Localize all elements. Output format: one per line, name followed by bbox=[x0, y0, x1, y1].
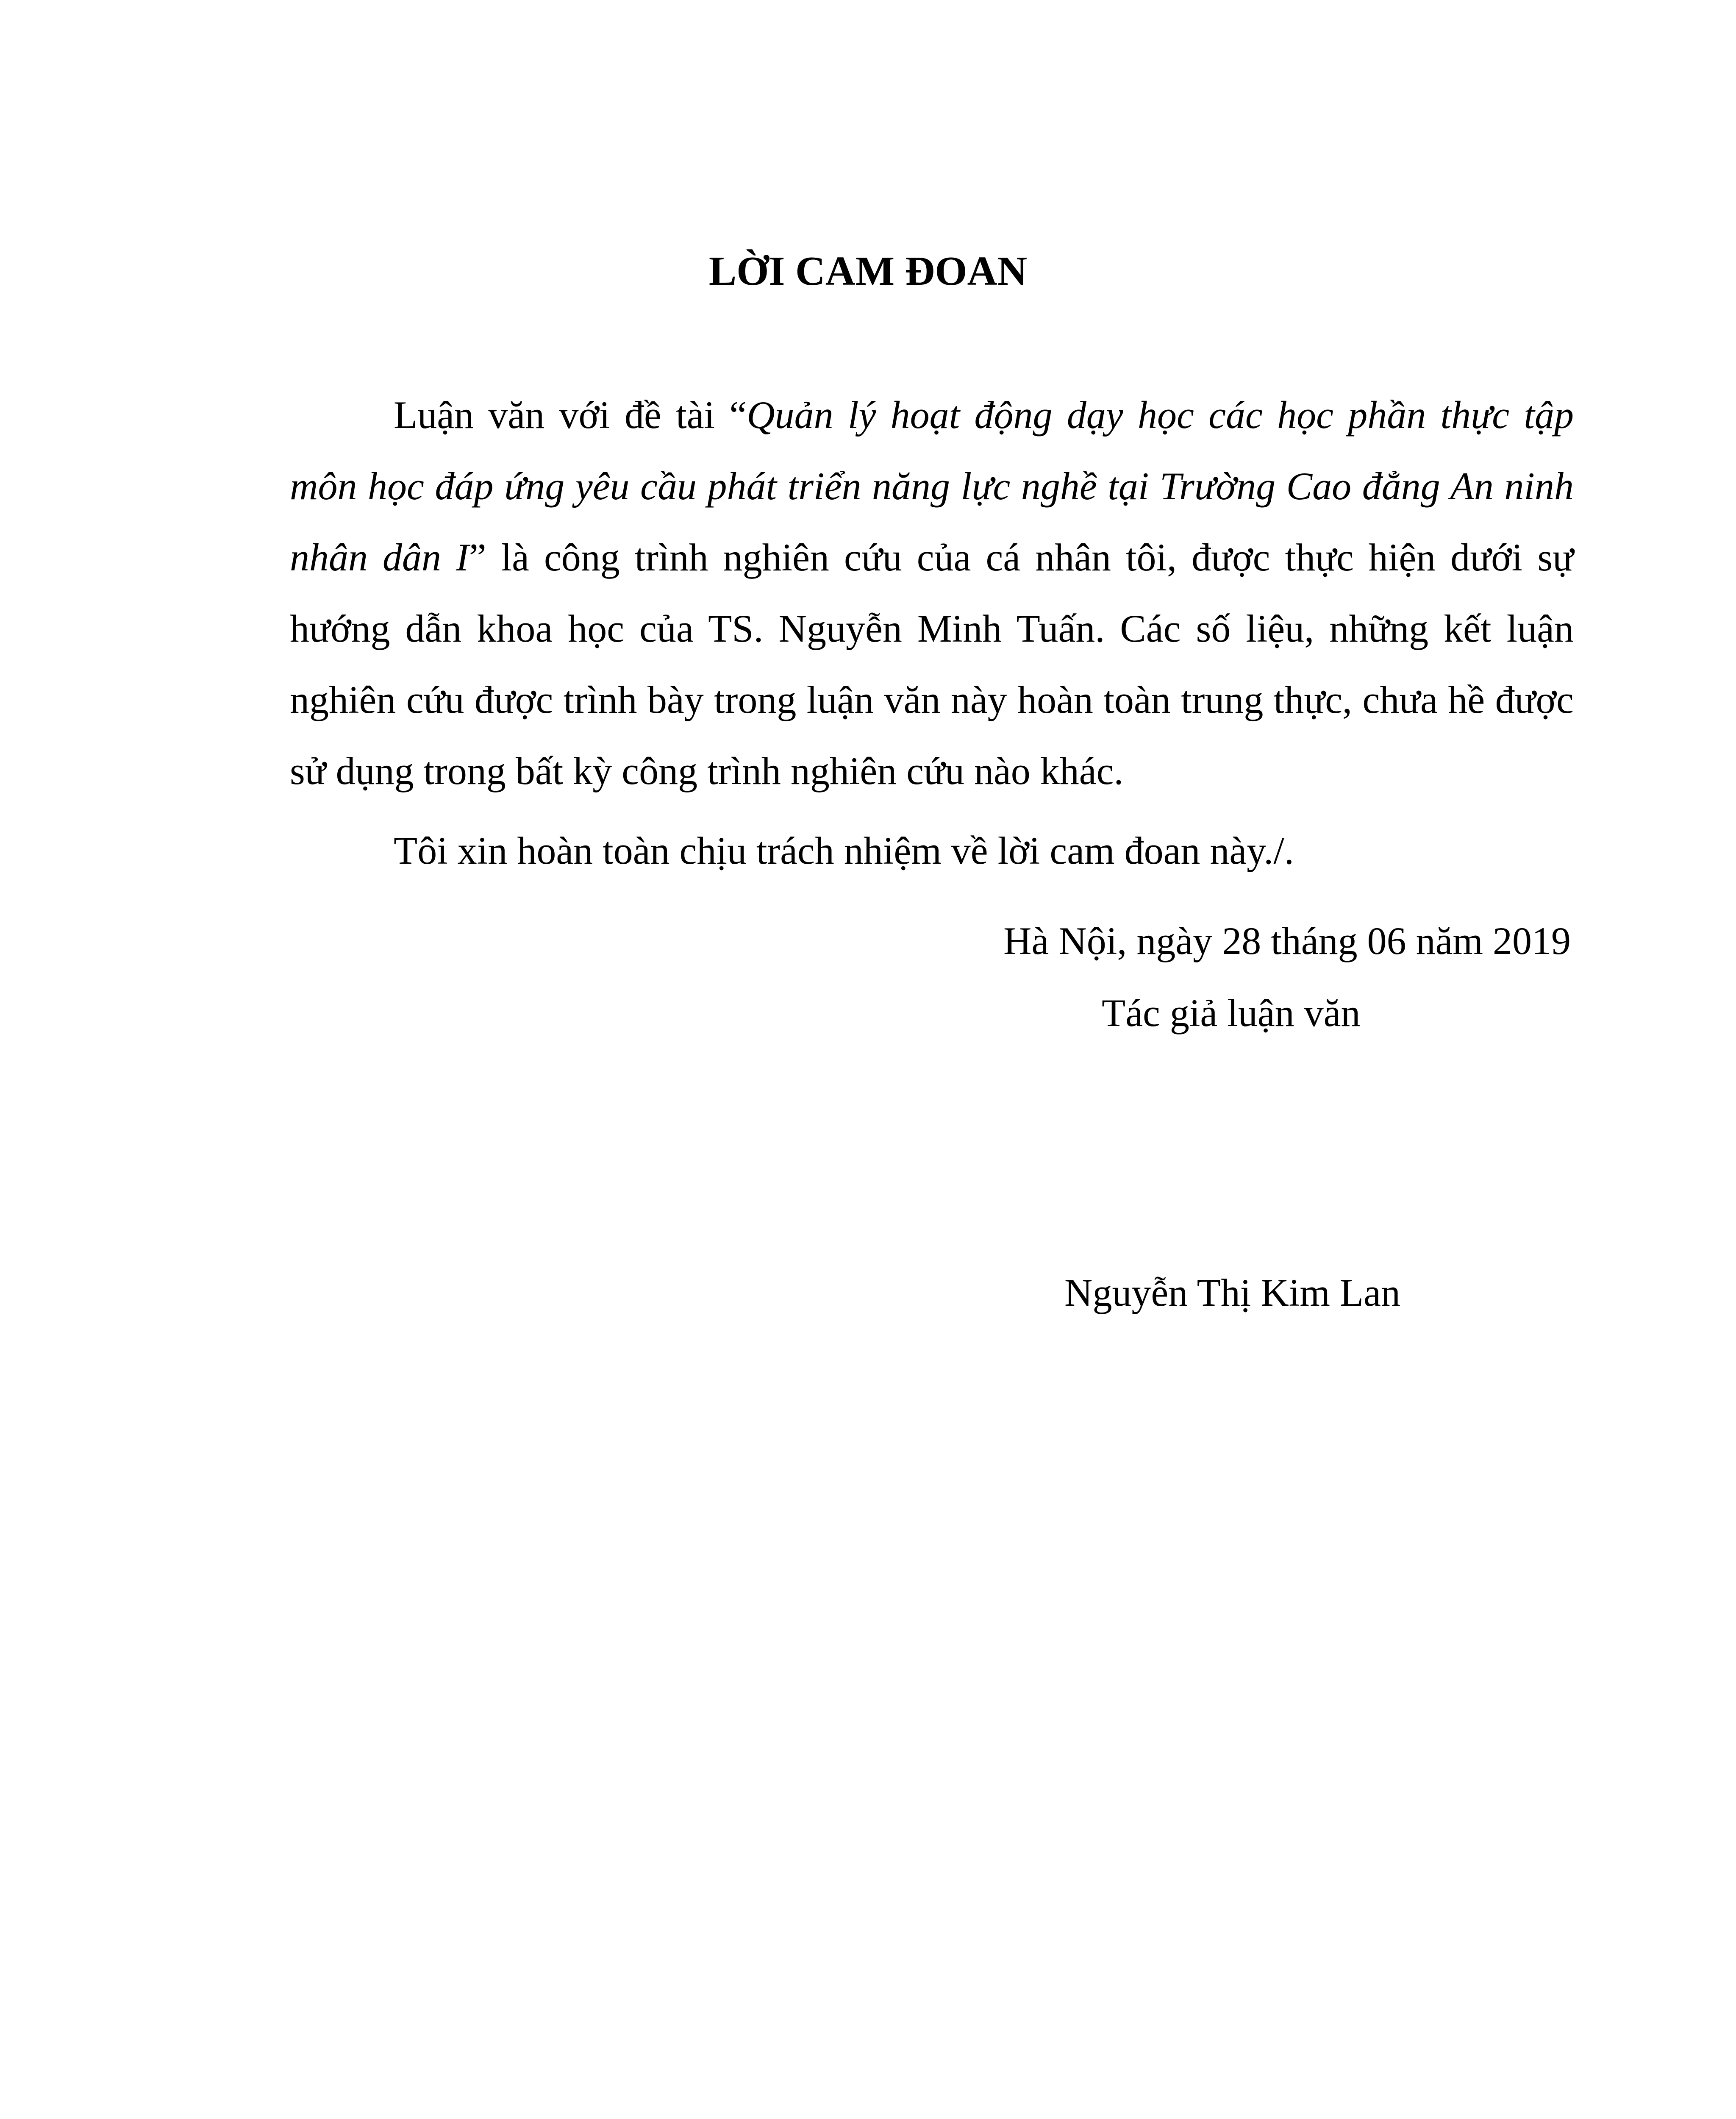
place-date: Hà Nội, ngày 28 tháng 06 năm 2019 bbox=[1003, 919, 1571, 962]
page-title: LỜI CAM ĐOAN bbox=[708, 248, 1028, 294]
responsibility-paragraph: Tôi xin hoàn toàn chịu trách nhiệm về lời cam đoan này./. bbox=[394, 829, 1294, 872]
author-role: Tác giả luận văn bbox=[1102, 991, 1361, 1034]
declaration-body bbox=[290, 379, 1574, 886]
paragraph-lead: Luận văn với đề tài “ bbox=[394, 393, 747, 437]
author-name: Nguyễn Thị Kim Lan bbox=[1064, 1271, 1400, 1314]
paragraph-rest: ” là công trình nghiên cứu của cá nhân tôi, được thực hiện dưới sự hướng dẫn khoa học của TS. Nguyễn Minh Tuấn. Các số liệu, những kết luận nghiên cứu được trình bày trong luận văn này hoàn toàn trung thực, chưa hề được sử dụng trong bất kỳ công trình nghiên cứu nào khác. bbox=[290, 536, 1574, 793]
thesis-title: Quản lý hoạt động dạy học các học phần thực tập môn học đáp ứng yêu cầu phát triển năng lực nghề tại Trường Cao đẳng An ninh nhân dân I bbox=[290, 393, 1574, 579]
declaration-paragraph bbox=[290, 379, 1574, 806]
